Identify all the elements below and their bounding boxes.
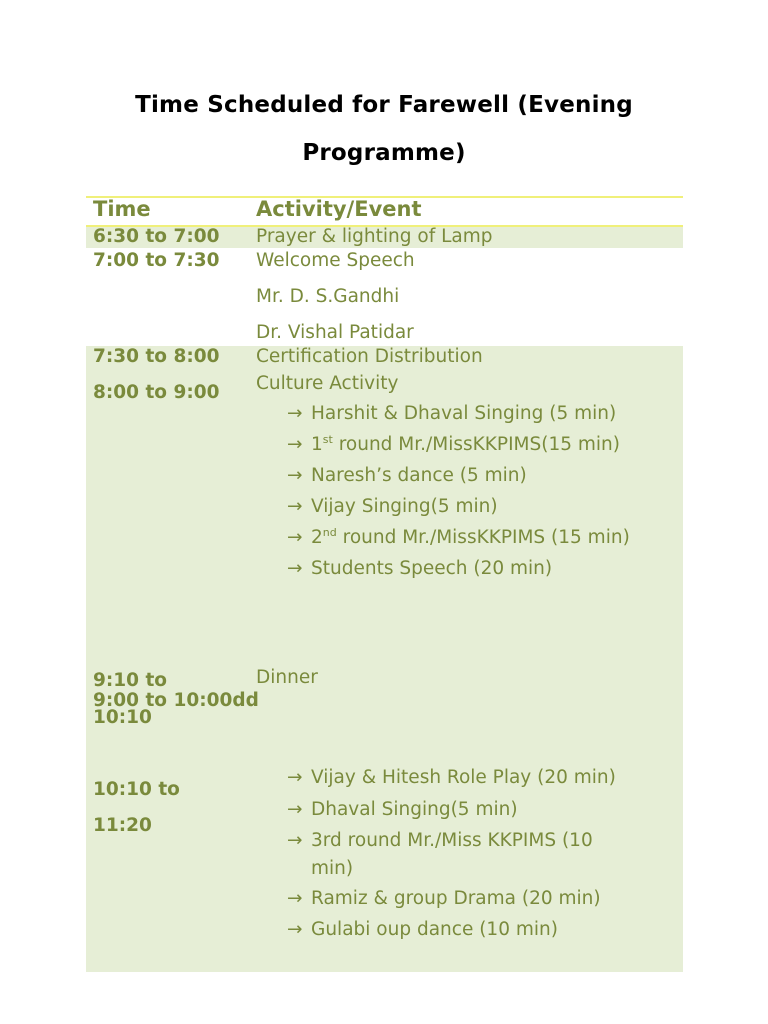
arrow-icon: → [287, 767, 303, 788]
list-item [287, 558, 552, 579]
list-item-text: Vijay & Hitesh Role Play (20 min) [311, 767, 616, 788]
list-item-text: Students Speech (20 min) [311, 558, 553, 579]
arrow-icon: → [287, 919, 303, 940]
list-item-text: Gulabi oup dance (10 min) [311, 919, 558, 940]
page-title-continued: Programme) [302, 140, 466, 166]
row5-time-overlap: 9:00 to 10:00dd [93, 690, 259, 711]
row5-time-end: 10:10 [93, 707, 152, 728]
ordinal-suffix: st [322, 432, 333, 446]
list-item [287, 888, 601, 909]
row3-time: 7:30 to 8:00 [93, 346, 220, 367]
list-item-text: Dhaval Singing(5 min) [311, 799, 518, 820]
list-item-text: round Mr./MissKKPIMS(15 min) [332, 434, 620, 455]
header-time: Time [93, 197, 151, 221]
page-title: Time Scheduled for Farewell (Evening [135, 92, 633, 118]
list-item [287, 527, 630, 548]
row6-time-end: 11:20 [93, 815, 152, 836]
list-item [287, 434, 620, 455]
arrow-icon: → [287, 799, 303, 820]
arrow-icon: → [287, 403, 303, 424]
list-item-text: round Mr./MissKKPIMS (15 min) [336, 527, 630, 548]
row5-time-start: 9:10 to [93, 670, 168, 691]
row2-speaker2: Dr. Vishal Patidar [256, 322, 414, 343]
list-item [287, 919, 558, 940]
row1-activity: Prayer & lighting of Lamp [256, 226, 493, 247]
arrow-icon: → [287, 888, 303, 909]
arrow-icon: → [287, 434, 303, 455]
list-item-text: Vijay Singing(5 min) [311, 496, 498, 517]
row4-activity: Culture Activity [256, 373, 399, 394]
list-item-continuation: min) [311, 858, 354, 879]
arrow-icon: → [287, 465, 303, 486]
arrow-icon: → [287, 558, 303, 579]
header-activity: Activity/Event [256, 197, 422, 221]
arrow-icon: → [287, 496, 303, 517]
list-item [287, 799, 518, 820]
list-item [287, 767, 616, 788]
row1-time: 6:30 to 7:00 [93, 226, 220, 247]
list-item-text: 3rd round Mr./Miss KKPIMS (10 [311, 830, 593, 851]
row5-activity: Dinner [256, 667, 318, 688]
row2-speaker1: Mr. D. S.Gandhi [256, 286, 400, 307]
list-item [287, 830, 593, 851]
arrow-icon: → [287, 830, 303, 851]
row2-time: 7:00 to 7:30 [93, 250, 220, 271]
list-item-text: Ramiz & group Drama (20 min) [311, 888, 601, 909]
list-item [287, 403, 616, 424]
list-item [287, 496, 498, 517]
row4-time: 8:00 to 9:00 [93, 382, 220, 403]
list-item [287, 465, 527, 486]
row6-time-start: 10:10 to [93, 779, 180, 800]
list-item-text: Harshit & Dhaval Singing (5 min) [311, 403, 617, 424]
row2-activity: Welcome Speech [256, 250, 415, 271]
list-item-number: 1 [311, 434, 323, 455]
list-item-text: Naresh’s dance (5 min) [311, 465, 527, 486]
ordinal-suffix: nd [322, 525, 337, 539]
row3-activity: Certification Distribution [256, 346, 483, 367]
arrow-icon: → [287, 527, 303, 548]
list-item-number: 2 [311, 527, 323, 548]
